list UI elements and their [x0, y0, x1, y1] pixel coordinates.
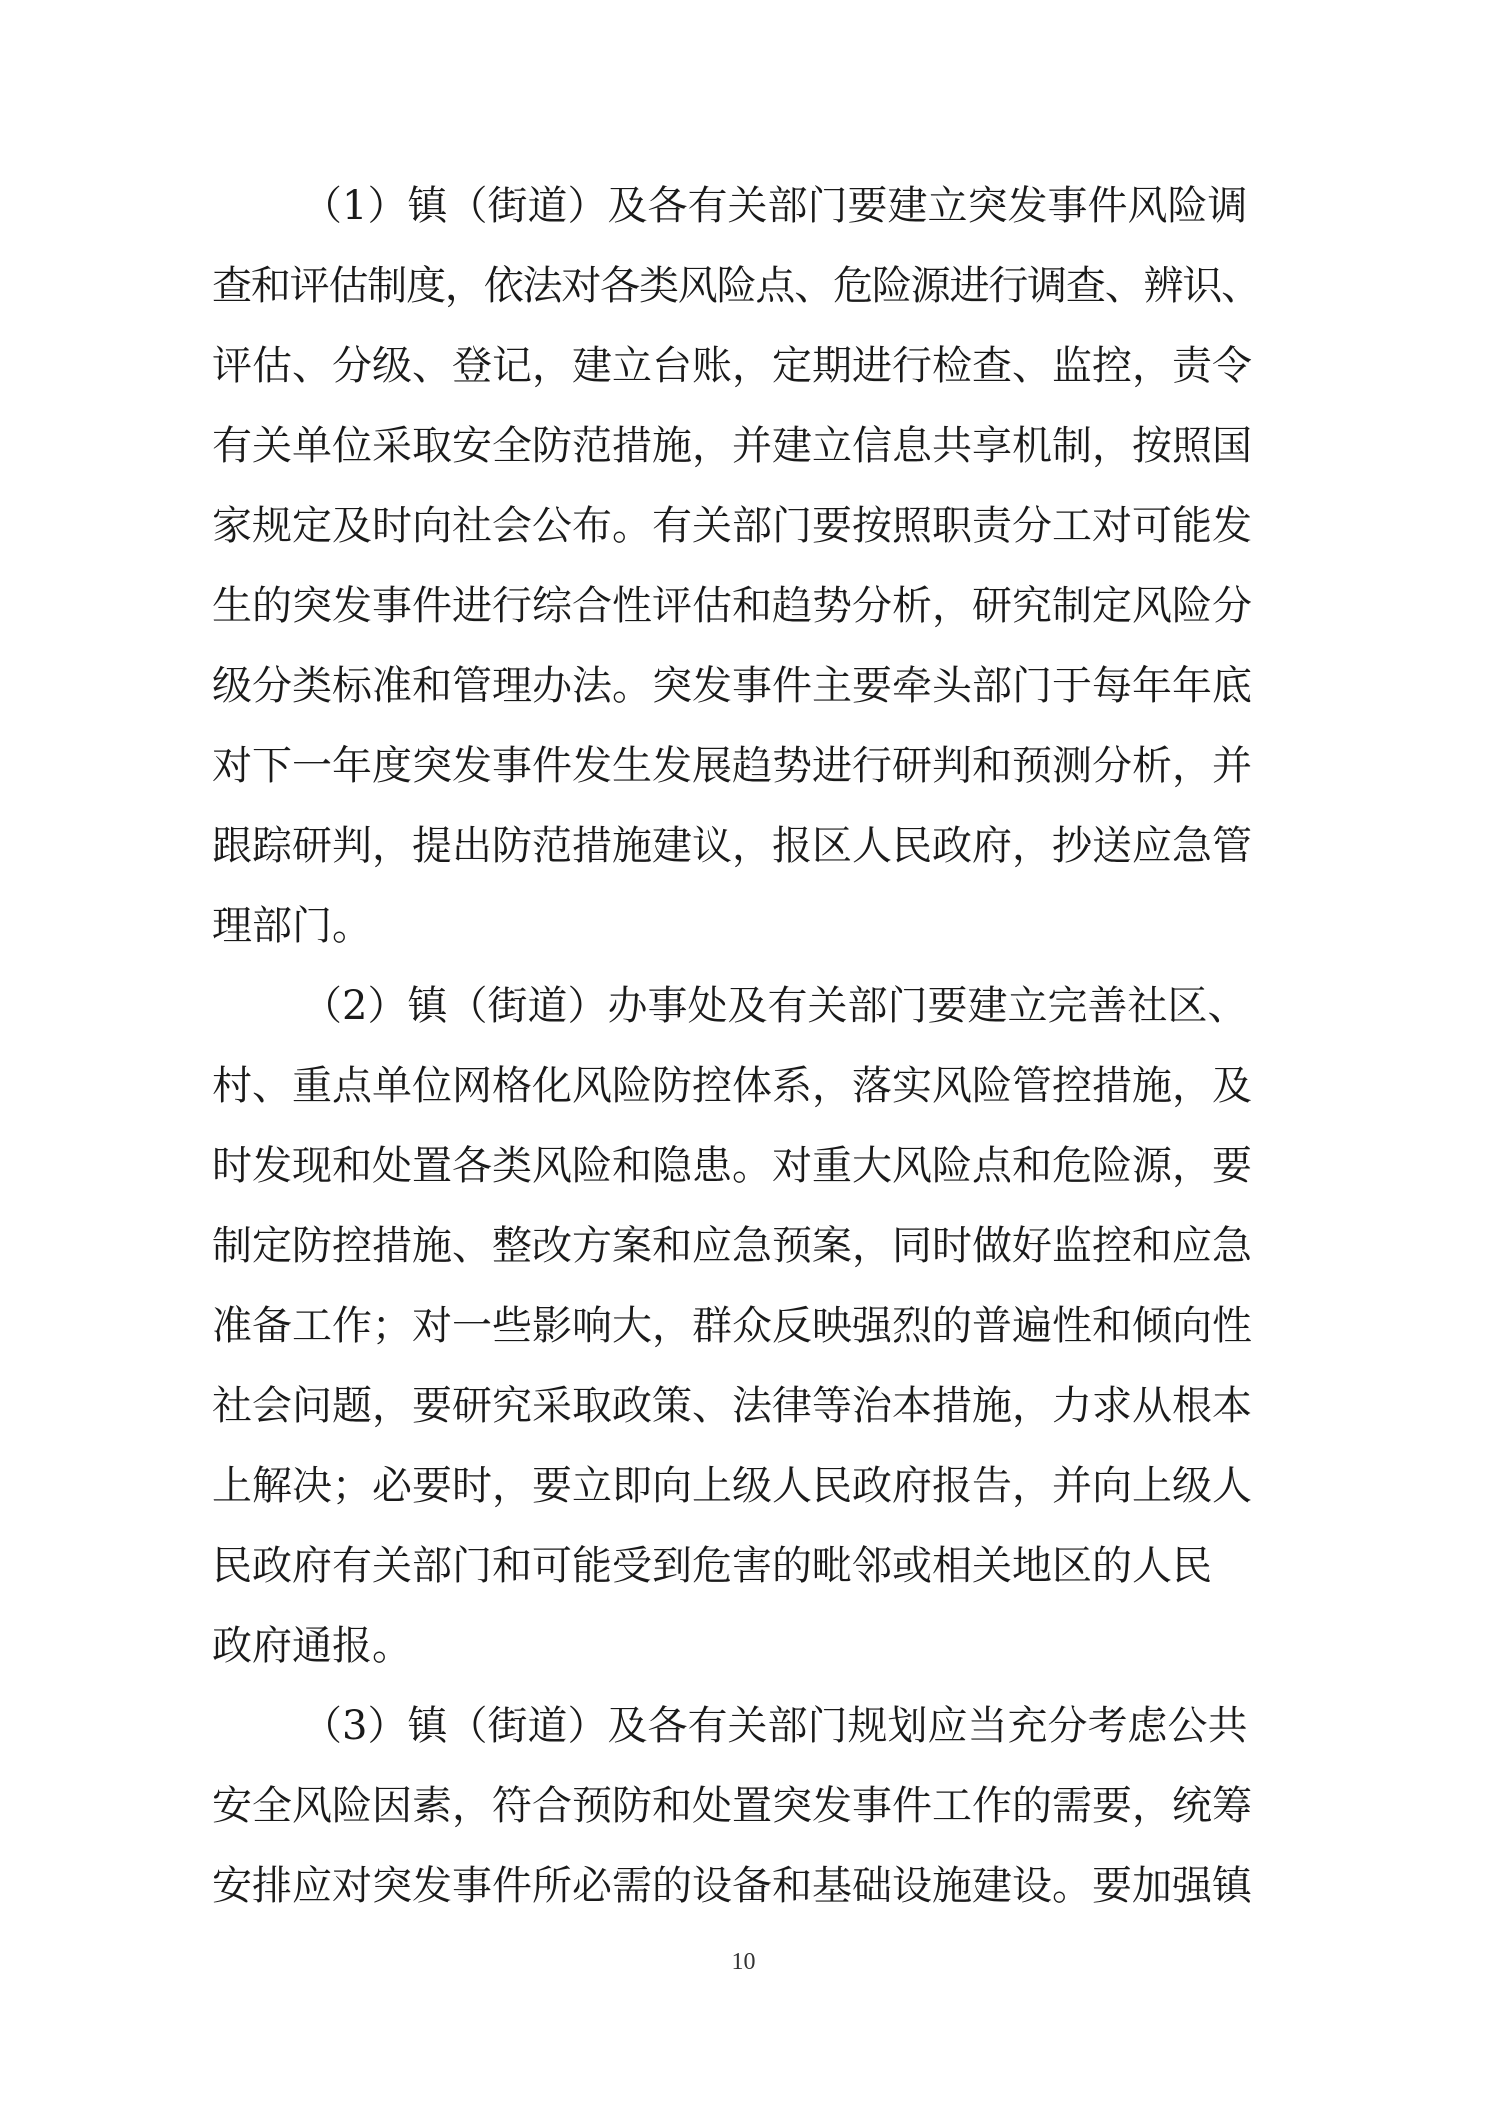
paragraph-1-line-9: 跟踪研判，提出防范措施建议，报区人民政府，抄送应急管	[212, 823, 1252, 869]
paragraph-2-line-9: 政府通报。	[212, 1623, 412, 1669]
paragraph-1-line-7: 级分类标准和管理办法。突发事件主要牵头部门于每年年底	[212, 663, 1252, 709]
paragraph-1-line-10: 理部门。	[212, 903, 372, 949]
paragraph-1-line-3: 评估、分级、登记，建立台账，定期进行检查、监控，责令	[212, 343, 1252, 389]
paragraph-2-line-5: 准备工作；对一些影响大，群众反映强烈的普遍性和倾向性	[212, 1303, 1252, 1349]
paragraph-2-line-7: 上解决；必要时，要立即向上级人民政府报告，并向上级人	[212, 1463, 1252, 1509]
paragraph-1-line-6: 生的突发事件进行综合性评估和趋势分析，研究制定风险分	[212, 583, 1252, 629]
paragraph-2-line-6: 社会问题，要研究采取政策、法律等治本措施，力求从根本	[212, 1383, 1252, 1429]
paragraph-1-line-1: （1）镇（街道）及各有关部门要建立突发事件风险调	[302, 183, 1248, 229]
paragraph-2-line-1: （2）镇（街道）办事处及有关部门要建立完善社区、	[302, 983, 1248, 1029]
paragraph-2-line-4: 制定防控措施、整改方案和应急预案，同时做好监控和应急	[212, 1223, 1252, 1269]
paragraph-2-line-2: 村、重点单位网格化风险防控体系，落实风险管控措施，及	[212, 1063, 1252, 1109]
paragraph-3-line-3: 安排应对突发事件所必需的设备和基础设施建设。要加强镇	[212, 1863, 1252, 1909]
paragraph-1-line-2: 查和评估制度，依法对各类风险点、危险源进行调查、辨识、	[212, 263, 1260, 309]
paragraph-2-line-3: 时发现和处置各类风险和隐患。对重大风险点和危险源，要	[212, 1143, 1252, 1189]
paragraph-3-line-1: （3）镇（街道）及各有关部门规划应当充分考虑公共	[302, 1703, 1248, 1749]
paragraph-1-line-4: 有关单位采取安全防范措施，并建立信息共享机制，按照国	[212, 423, 1252, 469]
paragraph-1-line-8: 对下一年度突发事件发生发展趋势进行研判和预测分析，并	[212, 743, 1252, 789]
page-number: 10	[731, 1949, 756, 1975]
paragraph-3-line-2: 安全风险因素，符合预防和处置突发事件工作的需要，统筹	[212, 1783, 1252, 1829]
paragraph-1-line-5: 家规定及时向社会公布。有关部门要按照职责分工对可能发	[212, 503, 1252, 549]
paragraph-2-line-8: 民政府有关部门和可能受到危害的毗邻或相关地区的人民	[212, 1543, 1212, 1589]
